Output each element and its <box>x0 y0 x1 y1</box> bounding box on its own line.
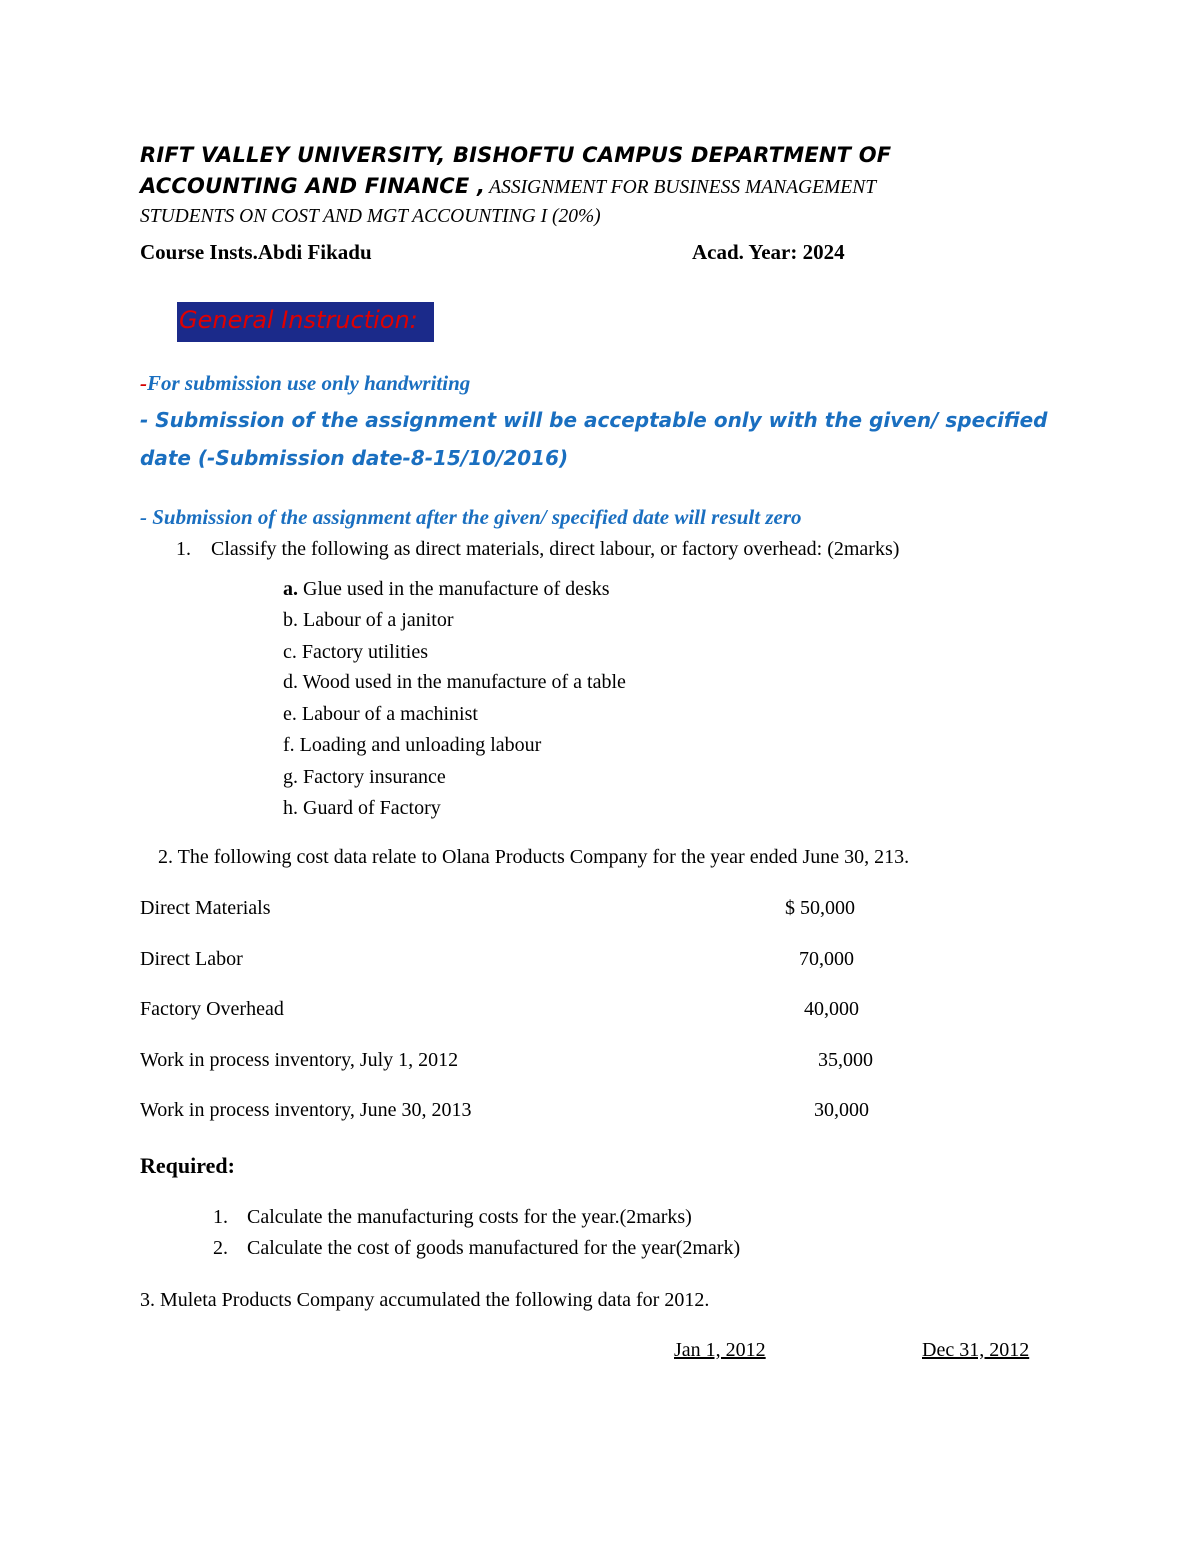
header-line-2-department: ACCOUNTING AND FINANCE , <box>140 174 486 198</box>
q2-row-label: Direct Labor <box>140 948 243 970</box>
q1-number: 1. <box>176 538 191 560</box>
academic-year: Acad. Year: 2024 <box>692 240 845 264</box>
q2-row-value: 40,000 <box>804 998 859 1020</box>
q2-row-value: 70,000 <box>799 948 854 970</box>
q1-item-text: Guard of Factory <box>298 797 441 819</box>
required-item-number: 1. <box>213 1206 228 1228</box>
q1-item-letter: e. <box>283 703 297 725</box>
q1-item-text: Glue used in the manufacture of desks <box>298 578 610 600</box>
header-line-3: STUDENTS ON COST AND MGT ACCOUNTING I (20%) <box>140 206 601 227</box>
q1-item-f <box>283 734 541 757</box>
q1-item-letter: b. <box>283 609 298 631</box>
instruction-item-3: - Submission of the assignment after the given/ specified date will result zero <box>140 505 802 529</box>
q1-item-a <box>283 578 610 601</box>
q1-item-d <box>283 671 626 694</box>
q1-item-letter: g. <box>283 766 298 788</box>
q3-text: 3. Muleta Products Company accumulated the following data for 2012. <box>140 1289 710 1311</box>
q1-item-text: Labour of a janitor <box>298 609 454 631</box>
q2-row-label: Work in process inventory, July 1, 2012 <box>140 1049 459 1071</box>
header-line-1: RIFT VALLEY UNIVERSITY, BISHOFTU CAMPUS DEPARTMENT OF <box>140 143 892 167</box>
instruction-item-1-dash: - <box>140 371 147 395</box>
q3-column-jan: Jan 1, 2012 <box>674 1339 766 1361</box>
q3-column-dec: Dec 31, 2012 <box>922 1339 1030 1361</box>
q1-item-h <box>283 797 441 820</box>
q2-row-value: 30,000 <box>814 1099 869 1121</box>
q2-row-label: Work in process inventory, June 30, 2013 <box>140 1099 472 1121</box>
q2-row-label: Factory Overhead <box>140 998 284 1020</box>
course-instructor: Course Insts.Abdi Fikadu <box>140 240 372 264</box>
q2-row-value: $ 50,000 <box>785 897 855 919</box>
q1-item-c <box>283 641 428 664</box>
q1-item-e <box>283 703 478 726</box>
q1-text: Classify the following as direct materials, direct labour, or factory overhead: (2marks) <box>211 538 900 560</box>
q1-item-text: Loading and unloading labour <box>294 734 542 756</box>
required-item-text: Calculate the cost of goods manufactured for the year(2mark) <box>247 1237 741 1259</box>
q1-item-text: Factory insurance <box>298 766 446 788</box>
q2-row-label: Direct Materials <box>140 897 271 919</box>
q1-item-g <box>283 766 446 789</box>
instruction-item-2-line-2: date (-Submission date-8-15/10/2016) <box>140 446 569 470</box>
required-heading: Required: <box>140 1153 235 1178</box>
required-item-number: 2. <box>213 1237 228 1259</box>
q1-item-letter: h. <box>283 797 298 819</box>
q2-row-value: 35,000 <box>818 1049 873 1071</box>
q1-item-letter: a. <box>283 578 298 600</box>
q1-item-text: Wood used in the manufacture of a table <box>298 671 626 693</box>
q1-item-letter: d. <box>283 671 298 693</box>
q1-item-letter: c. <box>283 641 297 663</box>
header-line-2-assignment: ASSIGNMENT FOR BUSINESS MANAGEMENT <box>489 177 877 198</box>
instruction-item-1 <box>140 371 470 396</box>
q2-text: 2. The following cost data relate to Olana Products Company for the year ended June 30, 213. <box>158 846 910 868</box>
q1-item-b <box>283 609 454 632</box>
required-item-text: Calculate the manufacturing costs for the year.(2marks) <box>247 1206 692 1228</box>
general-instruction-title: General Instruction: <box>179 306 418 334</box>
header-line-2 <box>140 174 876 199</box>
instruction-item-1-text: For submission use only handwriting <box>147 371 471 395</box>
q1-item-text: Factory utilities <box>296 641 428 663</box>
q1-item-letter: f. <box>283 734 295 756</box>
instruction-item-2-line-1: - Submission of the assignment will be acceptable only with the given/ specified <box>140 408 1048 432</box>
q1-item-text: Labour of a machinist <box>296 703 478 725</box>
